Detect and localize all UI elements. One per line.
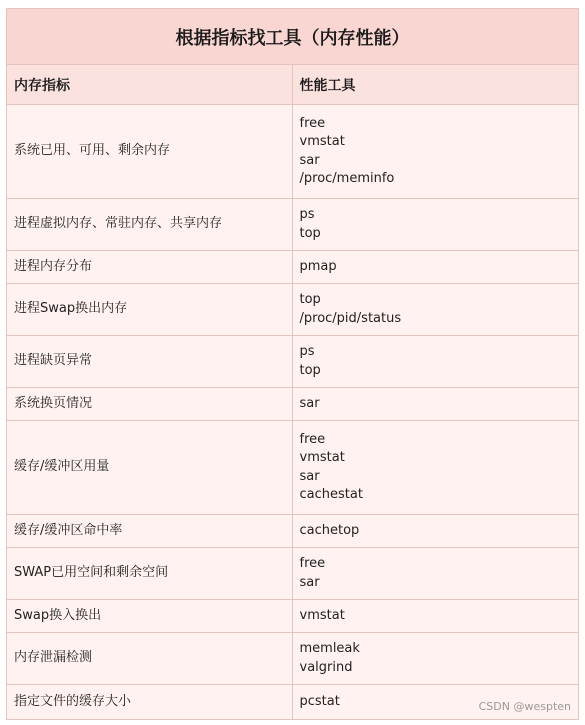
tool-name: sar [299,574,320,590]
header-memory-metric: 内存指标 [7,65,292,105]
metric-cell: 内存泄漏检测 [7,633,292,685]
table-row [7,515,578,548]
watermark: CSDN @wespten [478,700,571,713]
tools-cell [292,388,578,421]
tools-cell [292,600,578,633]
header-row [7,65,578,105]
table-body [7,105,578,719]
table-title: 根据指标找工具（内存性能） [7,9,578,65]
tool-name: memleak [299,641,360,656]
tools-cell [292,199,578,251]
memory-tools-table-container [6,8,579,720]
tool-name: sar [299,152,320,168]
tool-name: /proc/meminfo [299,171,395,186]
table-row [7,600,578,633]
tools-cell [292,105,578,199]
table-row [7,633,578,685]
table-row [7,336,578,388]
tool-name: vmstat [299,607,345,623]
tools-cell [292,251,578,284]
tools-cell [292,515,578,548]
table-row [7,388,578,421]
tools-cell [292,548,578,600]
metric-cell: 进程缺页异常 [7,336,292,388]
metric-cell: 缓存/缓冲区用量 [7,421,292,515]
tool-name: vmstat [299,134,345,149]
metric-cell: 系统换页情况 [7,388,292,421]
table-row [7,548,578,600]
table-row [7,421,578,515]
metric-cell: 指定文件的缓存大小 [7,685,292,719]
metric-cell: 系统已用、可用、剩余内存 [7,105,292,199]
table-row [7,199,578,251]
tool-name: ps [299,207,315,222]
tools-cell [292,284,578,336]
table-row [7,284,578,336]
table-row [7,105,578,199]
table-row [7,251,578,284]
tool-name: free [299,115,326,131]
tool-name: sar [299,395,320,411]
tool-name: free [299,556,326,571]
tool-name: pcstat [299,693,340,709]
metric-cell: 进程Swap换出内存 [7,284,292,336]
title-row [7,9,578,65]
metric-cell: 进程内存分布 [7,251,292,284]
tool-name: cachestat [299,487,363,502]
metric-cell: 进程虚拟内存、常驻内存、共享内存 [7,199,292,251]
tool-name: sar [299,468,320,484]
header-performance-tool: 性能工具 [292,65,578,105]
metric-cell: 缓存/缓冲区命中率 [7,515,292,548]
tool-name: pmap [299,258,337,274]
tool-name: vmstat [299,450,345,465]
tool-name: top [299,225,321,241]
tools-cell [292,421,578,515]
tool-name: ps [299,344,315,359]
memory-tools-table [7,9,578,719]
metric-cell: Swap换入换出 [7,600,292,633]
tool-name: free [299,431,326,447]
tool-name: top [299,362,321,378]
tools-cell [292,336,578,388]
tool-name: /proc/pid/status [299,310,402,326]
tool-name: cachetop [299,522,360,538]
tools-cell [292,633,578,685]
tool-name: top [299,292,321,307]
tool-name: valgrind [299,659,353,675]
metric-cell: SWAP已用空间和剩余空间 [7,548,292,600]
